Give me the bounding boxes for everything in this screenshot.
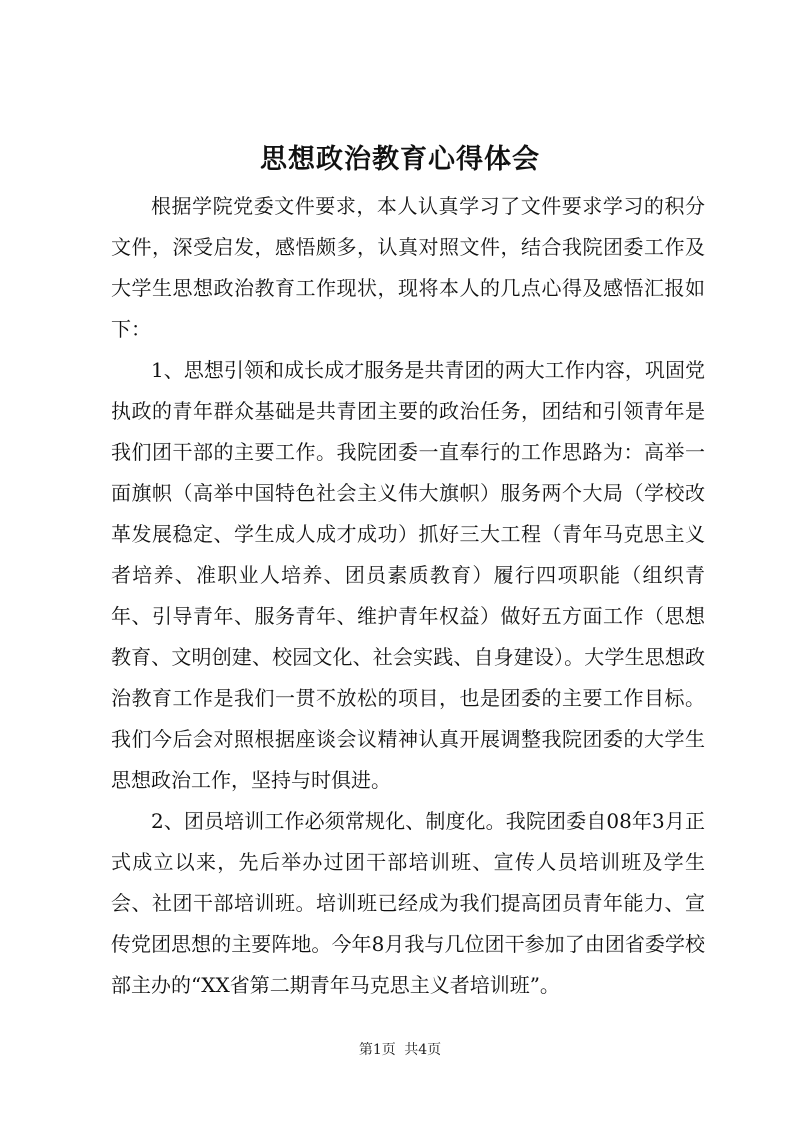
page-total: 共4页 — [404, 1042, 442, 1058]
paragraph-point-2: 2、团员培训工作必须常规化、制度化。我院团委自08年3月正式成立以来，先后举办过团干部培训班、宣传人员培训班及学生会、社团干部培训班。培训班已经成为我们提高团员青年能力、宣传党团思想的主要阵地。今年8月我与几位团干参加了由团省委学校部主办的“XX省第二期青年马克思主义者培训班”。 — [111, 809, 705, 997]
paragraph-point-1: 1、思想引领和成长成才服务是共青团的两大工作内容，巩固党执政的青年群众基础是共青团主要的政治任务，团结和引领青年是我们团干部的主要工作。我院团委一直奉行的工作思路为：高举一面旗帜（高举中国特色社会主义伟大旗帜）服务两个大局（学校改革发展稳定、学生成人成才成功）抓好三大工程（青年马克思主义者培养、准职业人培养、团员素质教育）履行四项职能（组织青年、引导青年、服务青年、维护青年权益）做好五方面工作（思想教育、文明创建、校园文化、社会实践、自身建设）。大学生思想政治教育工作是我们一贯不放松的项目，也是团委的主要工作目标。我们今后会对照根据座谈会议精神认真开展调整我院团委的大学生思想政治工作，坚持与时俱进。 — [111, 358, 705, 792]
page-footer — [0, 1040, 800, 1060]
page-number: 第1页 — [358, 1042, 396, 1058]
paragraph-intro: 根据学院党委文件要求，本人认真学习了文件要求学习的积分文件，深受启发，感悟颇多，认真对照文件，结合我院团委工作及大学生思想政治教育工作现状，现将本人的几点心得及感悟汇报如下： — [111, 194, 705, 341]
document-title: 思想政治教育心得体会 — [260, 144, 540, 175]
document-body — [111, 186, 705, 1006]
